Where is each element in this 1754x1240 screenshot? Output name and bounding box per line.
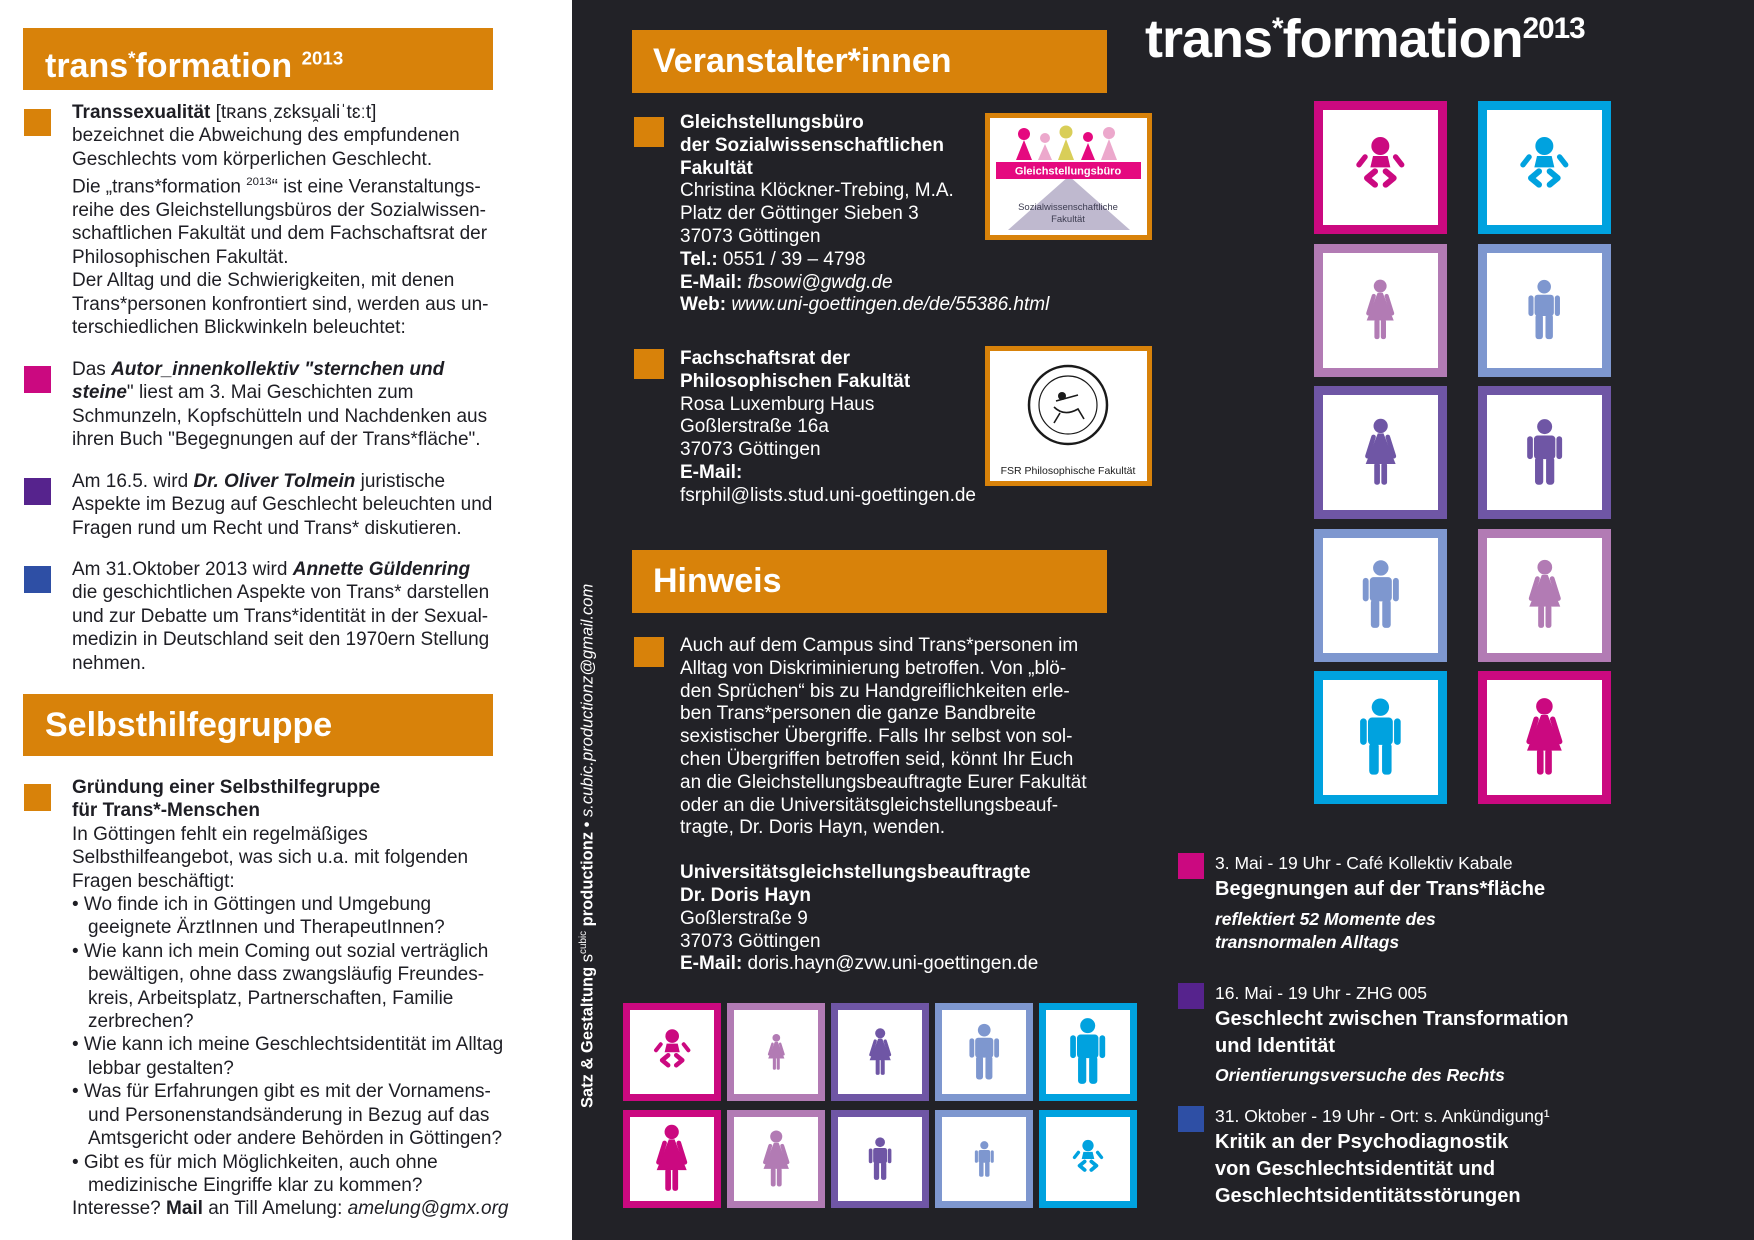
- baby-icon: [1487, 110, 1602, 225]
- man-icon: [838, 1117, 922, 1201]
- text-segment: bezeichnet die Abweichung des empfundenen: [72, 125, 460, 147]
- selfhelp-header-title: Selbsthilfegruppe: [45, 706, 333, 744]
- logo1-caption-2: Fakultät: [1051, 214, 1085, 225]
- text-line: [72, 799, 508, 822]
- text-line: [72, 1127, 508, 1150]
- text-segment: formation: [135, 47, 302, 86]
- event-law-text: [72, 470, 492, 540]
- text-line: [72, 199, 488, 222]
- text-segment: nehmen.: [72, 652, 146, 674]
- text-segment: • Gibt es für mich Möglichkeiten, auch ohne: [72, 1151, 438, 1173]
- text-segment: den Sprüchen“ bis zu Handgreiflichkeiten erle-: [680, 680, 1070, 702]
- organizers-header-bar: [632, 30, 1107, 93]
- text-line: [680, 885, 1087, 908]
- text-line: [72, 823, 508, 846]
- text-line: [72, 893, 508, 916]
- text-line: [1215, 908, 1436, 931]
- text-segment: Christina Klöckner-Trebing, M.A.: [680, 180, 954, 202]
- text-segment: • Wie kann ich meine Geschlechtsidentität im Alltag: [72, 1034, 504, 1056]
- text-segment: an die Gleichstellungsbeauftragte Eurer Fakultät: [680, 771, 1087, 793]
- text-line: [72, 101, 488, 124]
- text-segment: Fragen beschäftigt:: [72, 870, 235, 892]
- man-icon: [1323, 538, 1438, 653]
- text-segment: Fachschaftsrat der: [680, 348, 851, 369]
- text-segment: oder an die Universitätsgleichstellungsbeauf-: [680, 794, 1059, 816]
- text-line: [680, 908, 1087, 931]
- event-1-date: 3. Mai - 19 Uhr - Café Kollektiv Kabale: [1215, 853, 1513, 873]
- text-line: [72, 405, 487, 428]
- text-segment: Auch auf dem Campus sind Trans*personen im: [680, 635, 1079, 656]
- text-segment: • Wo finde ich in Göttingen und Umgebung: [72, 894, 432, 916]
- text-segment: 0551 / 39 – 4798: [717, 248, 866, 270]
- text-segment: Schmunzeln, Kopfschütteln und Nachdenken aus: [72, 405, 488, 427]
- text-line: [72, 517, 492, 540]
- text-line: [72, 1080, 508, 1103]
- logo1-banner-text: Gleichstellungsbüro: [1014, 165, 1122, 178]
- woman-icon: [1323, 253, 1438, 368]
- text-segment: steine: [72, 382, 127, 404]
- text-line: [680, 416, 976, 439]
- text-line: [72, 222, 488, 245]
- text-segment: Trans*personen konfrontiert sind, werden aus un-: [72, 293, 489, 315]
- man-icon: [942, 1010, 1026, 1094]
- organizers-header-title: Veranstalter*innen: [653, 42, 952, 80]
- intro-text: [72, 101, 488, 339]
- text-line: [680, 862, 1087, 885]
- man-pictogram-tile: [1039, 1003, 1137, 1101]
- text-line: [72, 381, 487, 404]
- text-line: [72, 1151, 508, 1174]
- fsr-seal-logo: [985, 346, 1152, 486]
- text-segment: Autor_innenkollektiv: [111, 359, 299, 380]
- text-segment: "sternchen und: [304, 359, 445, 380]
- text-line: [680, 772, 1087, 795]
- text-segment: • Was für Erfahrungen gibt es mit der Vornamens-: [72, 1081, 491, 1103]
- text-segment: zerbrechen?: [88, 1011, 194, 1033]
- text-line: [680, 953, 1087, 976]
- text-segment: Philosophischen Fakultät.: [72, 246, 289, 268]
- text-segment: der Sozialwissenschaftlichen: [680, 134, 944, 156]
- text-line: [1215, 1156, 1521, 1183]
- text-line: [72, 1104, 508, 1127]
- text-segment: Web:: [680, 294, 727, 316]
- text-line: [72, 846, 508, 869]
- pictogram-grid-middle: [623, 1003, 1137, 1208]
- text-segment: " liest am 3. Mai Geschichten zum: [126, 382, 414, 404]
- text-segment: Philosophischen Fakultät: [680, 370, 911, 392]
- text-segment: 2013: [1522, 12, 1585, 45]
- woman-pictogram-tile: [727, 1003, 825, 1101]
- text-segment: Aspekte im Bezug auf Geschlecht beleuchten und: [72, 494, 493, 516]
- text-segment: Orientierungsversuche des Rechts: [1215, 1065, 1505, 1085]
- text-segment: bewältigen, ohne dass zwangsläufig Freundes-: [88, 964, 485, 986]
- text-segment: lebbar gestalten?: [88, 1057, 234, 1079]
- text-segment: terschiedlichen Blickwinkeln beleuchtet:: [72, 316, 406, 338]
- text-segment: E-Mail:: [680, 461, 743, 483]
- text-segment: Transsexualität: [72, 102, 211, 123]
- text-line: [72, 1033, 508, 1056]
- text-segment: Das: [72, 359, 112, 380]
- text-segment: trans: [45, 47, 129, 86]
- text-line: [1215, 1033, 1568, 1060]
- left-header-bar: [23, 28, 493, 90]
- text-line: [680, 817, 1087, 840]
- text-segment: chen Übergriffen betroffen seid, könnt Ihr Euch: [680, 748, 1074, 770]
- pictogram-grid-right: [1314, 101, 1611, 804]
- text-segment: Goßlerstraße 16a: [680, 416, 829, 438]
- text-segment: für Trans*-Menschen: [72, 800, 260, 822]
- text-line: [72, 987, 508, 1010]
- text-segment: E-Mail:: [680, 271, 743, 293]
- text-segment: 2013: [301, 48, 344, 69]
- bullet-square: [1178, 983, 1204, 1009]
- woman-icon: [1323, 395, 1438, 510]
- text-line: [680, 462, 976, 485]
- text-line: [72, 293, 488, 316]
- text-segment: Satz & Gestaltung: [578, 962, 597, 1108]
- text-segment: Gründung einer Selbsthilfegruppe: [72, 777, 381, 798]
- text-segment: geeignete ÄrztInnen und TherapeutInnen?: [88, 917, 445, 939]
- text-line: [680, 681, 1087, 704]
- man-pictogram-tile: [1478, 244, 1611, 377]
- text-segment: *: [1272, 12, 1283, 45]
- text-line: [1215, 1129, 1521, 1156]
- man-pictogram-tile: [831, 1110, 929, 1208]
- text-segment: Geschlechtsidentitätsstörungen: [1215, 1185, 1521, 1207]
- text-line: [72, 148, 488, 171]
- text-segment: cubic: [578, 930, 589, 954]
- woman-icon: [734, 1117, 818, 1201]
- text-segment: Mail: [166, 1198, 203, 1220]
- baby-icon: [1046, 1117, 1130, 1201]
- text-line: [72, 916, 508, 939]
- text-segment: Platz der Göttinger Sieben 3: [680, 203, 919, 225]
- text-segment: Interesse?: [72, 1198, 166, 1220]
- text-line: [1215, 931, 1436, 954]
- woman-icon: [1487, 680, 1602, 795]
- text-line: [72, 493, 492, 516]
- woman-icon: [1487, 538, 1602, 653]
- baby-icon: [630, 1010, 714, 1094]
- design-credit: [578, 552, 598, 1108]
- event-3-title: [1215, 1129, 1521, 1210]
- event-reading-text: [72, 358, 487, 452]
- text-segment: Rosa Luxemburg Haus: [680, 393, 875, 415]
- text-segment: Am 16.5. wird: [72, 471, 194, 492]
- man-icon: [1046, 1010, 1130, 1094]
- baby-pictogram-tile: [1039, 1110, 1137, 1208]
- bullet-square: [24, 109, 51, 136]
- text-segment: ihren Buch "Begegnungen auf der Trans*fläche".: [72, 429, 481, 451]
- baby-pictogram-tile: [623, 1003, 721, 1101]
- text-segment: fsrphil@lists.stud.uni-goettingen.de: [680, 484, 977, 506]
- text-line: [680, 931, 1087, 954]
- text-line: [680, 749, 1087, 772]
- text-line: [680, 635, 1087, 658]
- text-segment: • Wie kann ich mein Coming out sozial verträglich: [72, 940, 489, 962]
- text-segment: Goßlerstraße 9: [680, 907, 808, 929]
- text-segment: amelung@gmx.org: [347, 1198, 509, 1220]
- left-header-title: [45, 47, 343, 85]
- text-segment: 2013: [246, 176, 272, 189]
- text-segment: und Personenstandsänderung in Bezug auf das: [88, 1104, 490, 1126]
- man-pictogram-tile: [935, 1110, 1033, 1208]
- text-segment: Selbsthilfeangebot, was sich u.a. mit folgenden: [72, 847, 469, 869]
- text-line: [680, 795, 1087, 818]
- notice-header-bar: [632, 550, 1107, 613]
- text-segment: und Identität: [1215, 1035, 1335, 1057]
- text-segment: reihe des Gleichstellungsbüros der Sozialwissen-: [72, 199, 486, 221]
- text-segment: 37073 Göttingen: [680, 439, 821, 461]
- text-line: [1215, 876, 1545, 903]
- text-line: [72, 428, 487, 451]
- text-segment: die geschichtlichen Aspekte von Trans* darstellen: [72, 582, 490, 604]
- text-segment: s.cubic.productionz@gmail.com: [578, 583, 597, 817]
- text-segment: Dr. Doris Hayn: [680, 884, 811, 906]
- text-segment: [tʀansˌzɛksu̯aliˈtɛːt]: [210, 102, 377, 123]
- text-line: [72, 316, 488, 339]
- text-segment: E-Mail:: [680, 953, 743, 975]
- woman-pictogram-tile: [831, 1003, 929, 1101]
- text-line: [72, 1010, 508, 1033]
- woman-pictogram-tile: [1478, 671, 1611, 804]
- text-line: [72, 870, 508, 893]
- text-segment: Amtsgericht oder andere Behörden in Göttingen?: [88, 1128, 503, 1150]
- text-segment: Dr. Oliver Tolmein: [193, 471, 356, 492]
- text-segment: Geschlechts vom körperlichen Geschlecht.: [72, 148, 433, 170]
- text-segment: Alltag von Diskriminierung betroffen. Von „blö-: [680, 657, 1067, 679]
- text-segment: Annette Güldenring: [292, 559, 471, 580]
- woman-icon: [734, 1010, 818, 1094]
- text-line: [680, 439, 976, 462]
- man-pictogram-tile: [935, 1003, 1033, 1101]
- text-line: [680, 703, 1087, 726]
- text-line: [72, 1057, 508, 1080]
- event-2-date: 16. Mai - 19 Uhr - ZHG 005: [1215, 983, 1428, 1003]
- man-pictogram-tile: [1314, 529, 1447, 662]
- event-3-date: 31. Oktober - 19 Uhr - Ort: s. Ankündigung¹: [1215, 1106, 1550, 1126]
- text-segment: Tel.:: [680, 248, 718, 270]
- text-segment: s: [578, 953, 597, 963]
- text-line: [72, 605, 489, 628]
- selfhelp-header-bar: [23, 694, 493, 756]
- text-line: [72, 470, 492, 493]
- text-segment: und zur Debatte um Trans*identität in der Sexual-: [72, 605, 489, 627]
- text-segment: an Till Amelung:: [202, 1198, 348, 1220]
- event-2-title: [1215, 1006, 1568, 1060]
- text-segment: www.uni-goettingen.de/de/55386.html: [731, 294, 1050, 316]
- gleichstellungsbuero-logo: [985, 113, 1152, 240]
- spacer: [680, 840, 1087, 862]
- text-line: [72, 581, 489, 604]
- text-line: [72, 776, 508, 799]
- text-segment: Kritik an der Psychodiagnostik: [1215, 1131, 1509, 1153]
- baby-icon: [1323, 110, 1438, 225]
- text-segment: transnormalen Alltags: [1215, 932, 1400, 952]
- text-segment: Universitätsgleichstellungsbeauftragte: [680, 862, 1031, 884]
- text-line: [680, 249, 1049, 272]
- text-segment: Die „trans*formation: [72, 176, 247, 198]
- woman-pictogram-tile: [1478, 529, 1611, 662]
- text-line: [1215, 1064, 1505, 1087]
- text-line: [680, 371, 976, 394]
- text-segment: medizin in Deutschland seit den 1970ern Stellung: [72, 629, 490, 651]
- logo1-caption-1: Sozialwissenschaftliche: [1018, 202, 1118, 213]
- main-title: [1145, 8, 1585, 70]
- text-segment: von Geschlechtsidentität und: [1215, 1158, 1496, 1180]
- text-segment: schaftlichen Fakultät und dem Fachschaftsrat der: [72, 223, 488, 245]
- text-segment: tragte, Dr. Doris Hayn, wenden.: [680, 817, 946, 839]
- man-icon: [1323, 680, 1438, 795]
- bullet-square: [634, 117, 664, 147]
- bullet-square: [24, 784, 51, 811]
- text-segment: *: [128, 48, 136, 69]
- text-line: [1215, 1006, 1568, 1033]
- text-line: [680, 658, 1087, 681]
- woman-icon: [838, 1010, 922, 1094]
- man-icon: [942, 1117, 1026, 1201]
- event-1-subtitle: [1215, 908, 1436, 954]
- text-segment: Am 31.Oktober 2013 wird: [72, 559, 293, 580]
- bullet-square: [24, 478, 51, 505]
- man-pictogram-tile: [1314, 671, 1447, 804]
- text-segment: 37073 Göttingen: [680, 225, 821, 247]
- text-segment: •: [578, 816, 597, 832]
- text-line: [680, 294, 1049, 317]
- event-history-text: [72, 558, 489, 675]
- text-line: [72, 1174, 508, 1197]
- baby-pictogram-tile: [1478, 101, 1611, 234]
- bullet-square: [24, 566, 51, 593]
- event-1-title: [1215, 876, 1545, 903]
- text-line: [72, 269, 488, 292]
- text-line: [680, 394, 976, 417]
- text-segment: kreis, Arbeitsplatz, Partnerschaften, Familie: [88, 987, 454, 1009]
- woman-pictogram-tile: [727, 1110, 825, 1208]
- woman-pictogram-tile: [1314, 386, 1447, 519]
- text-segment: juristische: [355, 471, 446, 492]
- text-segment: In Göttingen fehlt ein regelmäßiges: [72, 823, 368, 845]
- woman-icon: [630, 1117, 714, 1201]
- text-line: [1215, 1183, 1521, 1210]
- text-line: [680, 485, 976, 508]
- bullet-square: [1178, 1106, 1204, 1132]
- text-line: [72, 358, 487, 381]
- notice-header-title: Hinweis: [653, 562, 782, 600]
- bullet-square: [634, 637, 664, 667]
- text-line: [72, 963, 508, 986]
- text-segment: sexistischer Übergriffe. Falls Ihr selbst von sol-: [680, 726, 1073, 748]
- text-segment: medizinische Eingriffe klar zu kommen?: [88, 1174, 423, 1196]
- text-segment: “ ist eine Veranstaltungs-: [271, 176, 481, 198]
- text-segment: trans: [1145, 9, 1273, 69]
- bullet-square: [634, 349, 664, 379]
- text-segment: formation: [1282, 9, 1523, 69]
- text-line: [680, 348, 976, 371]
- man-icon: [1487, 253, 1602, 368]
- text-line: [72, 1197, 508, 1220]
- text-segment: doris.hayn@zvw.uni-goettingen.de: [742, 953, 1039, 975]
- text-line: [72, 940, 508, 963]
- text-segment: Der Alltag und die Schwierigkeiten, mit denen: [72, 270, 455, 292]
- woman-pictogram-tile: [1314, 244, 1447, 377]
- text-segment: Fakultät: [680, 157, 753, 179]
- man-pictogram-tile: [1478, 386, 1611, 519]
- text-line: [72, 558, 489, 581]
- text-segment: Gleichstellungsbüro: [680, 112, 864, 133]
- text-segment: [579, 926, 597, 931]
- text-segment: Begegnungen auf der Trans*fläche: [1215, 878, 1546, 900]
- text-line: [72, 628, 489, 651]
- selfhelp-text: [72, 776, 508, 1221]
- text-line: [72, 246, 488, 269]
- man-icon: [1487, 395, 1602, 510]
- text-segment: fbsowi@gwdg.de: [747, 271, 893, 293]
- notice-text: [680, 635, 1087, 976]
- text-segment: Fragen rund um Recht und Trans* diskutieren.: [72, 517, 462, 539]
- woman-pictogram-tile: [623, 1110, 721, 1208]
- bullet-square: [1178, 853, 1204, 879]
- bullet-square: [24, 366, 51, 393]
- text-segment: ben Trans*personen die ganze Bandbreite: [680, 703, 1036, 725]
- text-line: [680, 272, 1049, 295]
- text-segment: Geschlecht zwischen Transformation: [1215, 1008, 1569, 1030]
- text-line: [72, 171, 488, 199]
- text-line: [72, 124, 488, 147]
- logo2-caption: FSR Philosophische Fakultät: [1000, 465, 1136, 477]
- baby-pictogram-tile: [1314, 101, 1447, 234]
- text-line: [680, 726, 1087, 749]
- text-segment: productionz: [578, 831, 597, 927]
- text-segment: reflektiert 52 Momente des: [1215, 909, 1436, 929]
- text-line: [72, 652, 489, 675]
- text-segment: 37073 Göttingen: [680, 930, 821, 952]
- org2-contact: [680, 348, 976, 508]
- event-2-subtitle: [1215, 1064, 1505, 1087]
